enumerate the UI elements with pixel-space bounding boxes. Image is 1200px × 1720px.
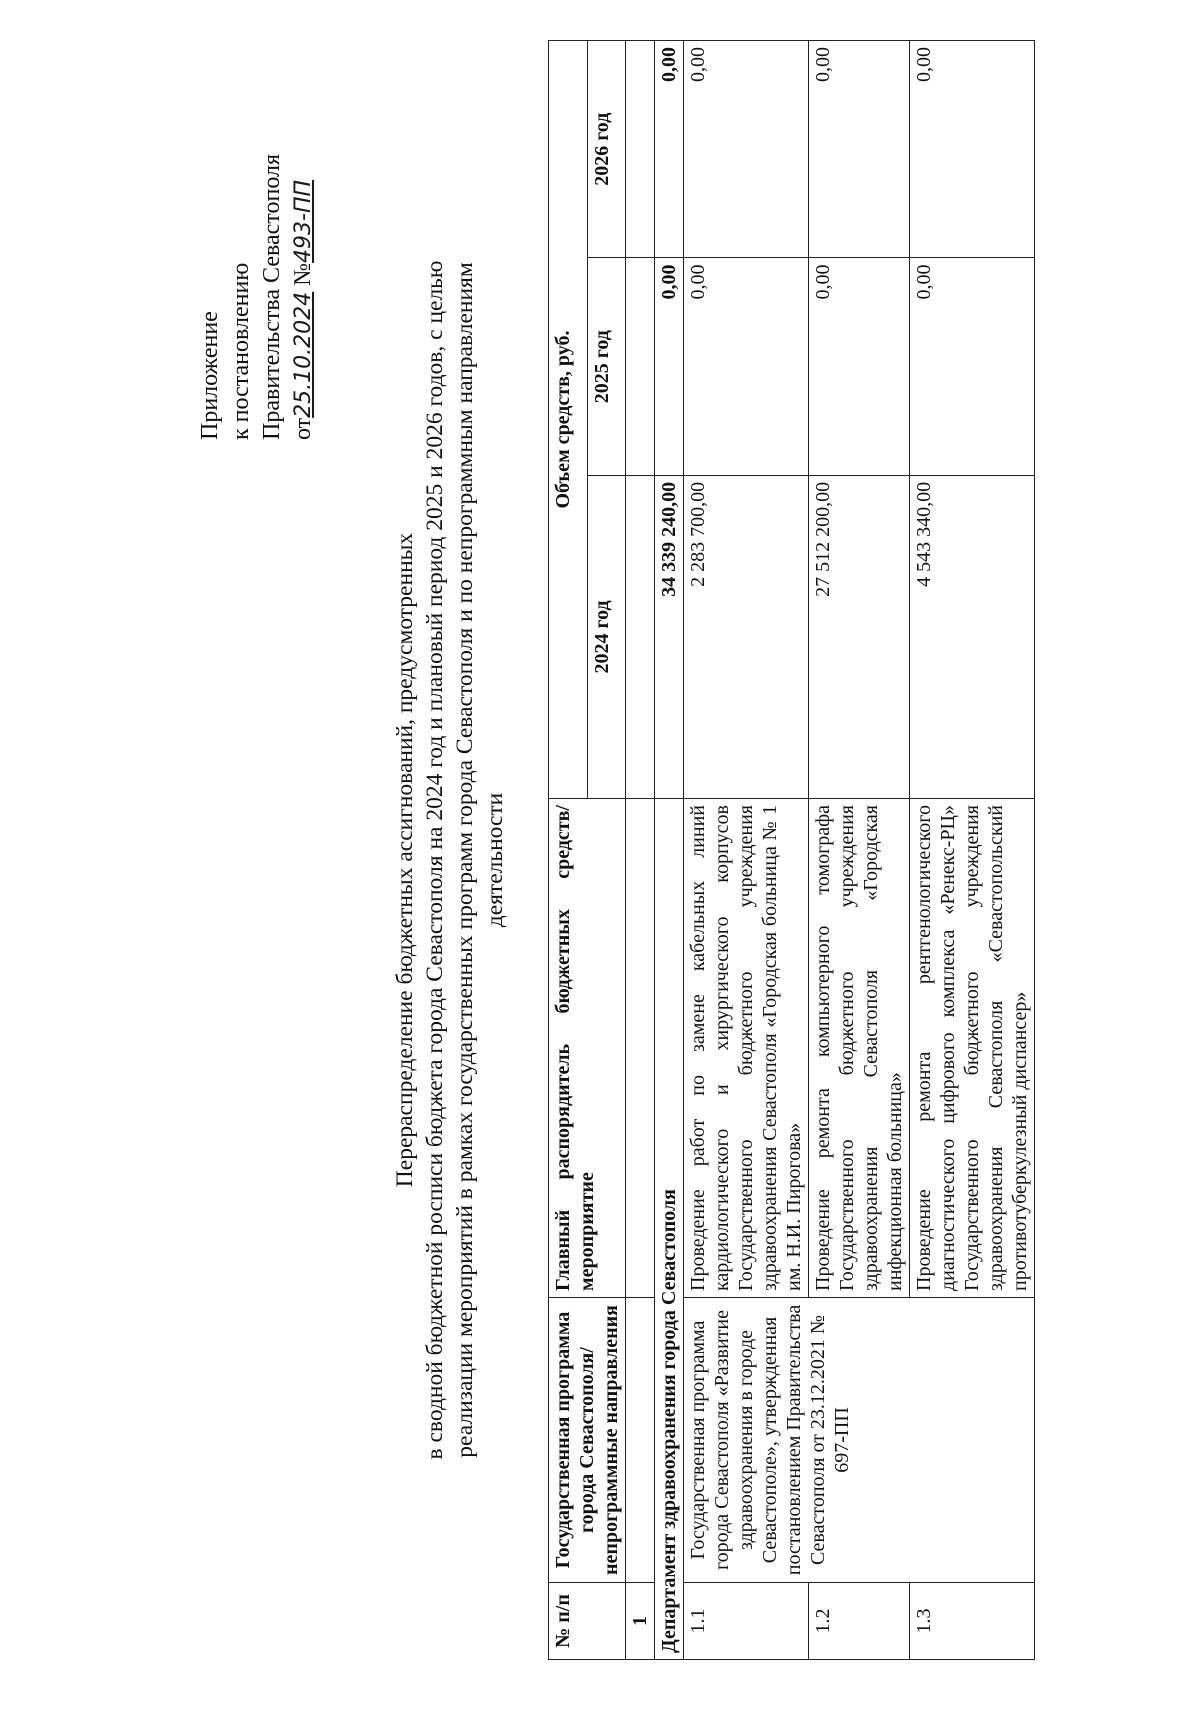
approval-date-prefix: от xyxy=(290,417,316,440)
row-2026: 0,00 xyxy=(910,41,1035,258)
column-number-cell xyxy=(626,475,655,798)
column-number-cell xyxy=(626,41,655,258)
row-2024: 27 512 200,00 xyxy=(809,475,910,798)
header-program: Государственная программа города Севастополя/ непрограммные направления xyxy=(549,1298,626,1583)
allocation-table xyxy=(548,40,1035,1660)
row-num: 1.3 xyxy=(910,1583,1035,1660)
header-volume: Объем средств, руб. xyxy=(549,41,588,799)
header-num: № п/п xyxy=(549,1583,626,1660)
row-event: Проведение ремонта рентгенологического диагностического цифрового комплекса «Ренекс-РЦ» Государственного бюджетного учреждения здравоохранения Севастополя «Севастопольский противотуберкулезный диспансер» xyxy=(910,799,1035,1298)
column-number-cell xyxy=(626,799,655,1298)
approval-line-1: Приложение xyxy=(197,311,223,440)
approval-date: 25.10.2024 xyxy=(291,291,316,418)
document-title xyxy=(390,40,510,1680)
approval-line-3: Правительства Севастополя xyxy=(259,153,285,440)
row-2025: 0,00 xyxy=(910,258,1035,475)
row-2024: 2 283 700,00 xyxy=(684,475,809,798)
row-2026: 0,00 xyxy=(684,41,809,258)
row-event: Проведение работ по замене кабельных линий кардиологического и хирургического корпусов Государственного бюджетного учреждения здравоохранения Севастополя «Городская больница № 1 им. Н.И. Пирогова» xyxy=(684,799,809,1298)
table-row xyxy=(684,41,809,1660)
column-number-1: 1 xyxy=(626,1583,655,1660)
row-2024: 4 543 340,00 xyxy=(910,475,1035,798)
approval-line-4 xyxy=(288,154,319,440)
department-total-2024: 34 339 240,00 xyxy=(655,475,684,798)
department-name: Департамент здравоохранения города Севастополя xyxy=(655,799,684,1660)
approval-number: 493-ПП xyxy=(291,179,316,263)
header-2026: 2026 год xyxy=(587,41,626,258)
approval-block xyxy=(195,154,319,440)
approval-number-sign: № xyxy=(290,262,316,286)
header-2025: 2025 год xyxy=(587,258,626,475)
program-name: Государственная программа города Севастополя «Развитие здравоохранения в городе Севастополе», утвержденная постановлением Правительства Севастополя от 23.12.2021 № 697-ПП xyxy=(684,1298,1035,1583)
header-row xyxy=(549,41,588,1660)
title-line-1: Перераспределение бюджетных ассигнований, предусмотренных xyxy=(392,532,418,1188)
row-event: Проведение ремонта компьютерного томографа Государственного бюджетного учреждения здравоохранения Севастополя «Городская инфекционная больница» xyxy=(809,799,910,1298)
department-row xyxy=(655,41,684,1660)
department-total-2025: 0,00 xyxy=(655,258,684,475)
row-2025: 0,00 xyxy=(809,258,910,475)
title-line-4: деятельности xyxy=(482,792,508,928)
column-number-cell xyxy=(626,258,655,475)
row-num: 1.1 xyxy=(684,1583,809,1660)
column-number-row xyxy=(626,41,655,1660)
header-2024: 2024 год xyxy=(587,475,626,798)
title-line-2: в сводной бюджетной росписи бюджета города Севастополя на 2024 год и плановый период 2025 и 2026 годов, с целью xyxy=(422,260,448,1460)
header-event: Главный распорядитель бюджетных средств/мероприятие xyxy=(549,799,626,1298)
row-2026: 0,00 xyxy=(809,41,910,258)
department-total-2026: 0,00 xyxy=(655,41,684,258)
column-number-cell xyxy=(626,1298,655,1583)
title-line-3: реализации мероприятий в рамках государственных программ города Севастополя и по непрограммным направлениям xyxy=(452,262,478,1458)
row-2025: 0,00 xyxy=(684,258,809,475)
row-num: 1.2 xyxy=(809,1583,910,1660)
approval-line-2: к постановлению xyxy=(228,262,254,440)
